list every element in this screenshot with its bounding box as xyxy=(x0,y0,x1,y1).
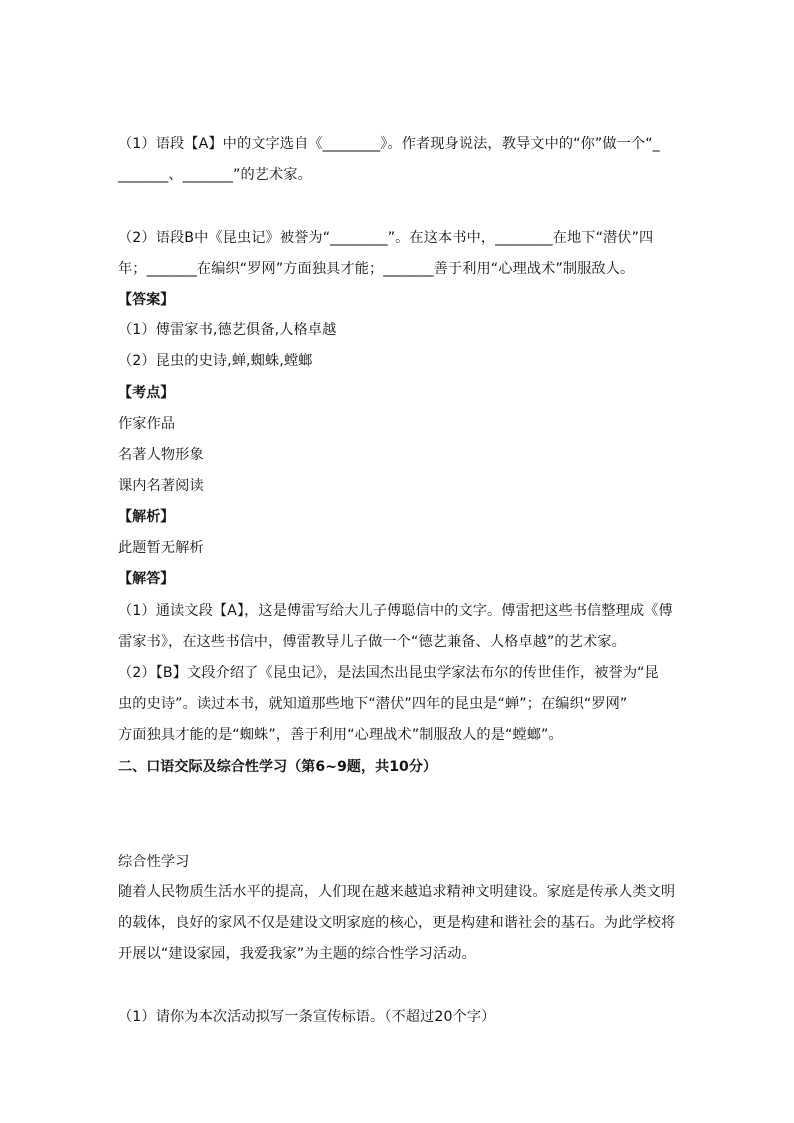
kaodian-item: 作家作品 xyxy=(118,416,176,432)
jiexi-text: 此题暂无解析 xyxy=(118,540,204,556)
zonghe-paragraph-line-3: 开展以“建设家园，我爱我家”为主题的综合性学习活动。 xyxy=(118,946,476,962)
kaodian-heading: 【考点】 xyxy=(118,385,175,401)
answer-heading: 【答案】 xyxy=(118,292,175,308)
zonghe-heading: 综合性学习 xyxy=(118,854,190,870)
question-2-line-2: 年；_______在编织“罗网”方面独具才能；_______善于利用“心理战术”制服敌人。 xyxy=(118,261,635,277)
zonghe-paragraph-line-1: 随着人民物质生活水平的提高，人们现在越来越追求精神文明建设。家庭是传承人类文明 xyxy=(118,884,676,900)
answer-item-2: （2）昆虫的史诗,蝉,蜘蛛,螳螂 xyxy=(118,353,313,369)
question-1-line-1: （1）语段【A】中的文字选自《________》。作者现身说法，教导文中的“你”做一个“_ xyxy=(118,136,660,152)
jieda-2-line-2: 虫的史诗”。读过本书，就知道那些地下“潜伏”四年的昆虫是“蝉”；在编织“罗网” xyxy=(118,696,628,712)
jiexi-heading: 【解析】 xyxy=(118,509,175,525)
question-1-line-2: _______、_______”的艺术家。 xyxy=(118,167,312,183)
jieda-2-line-3: 方面独具才能的是“蜘蛛”，善于利用“心理战术”制服敌人的是“螳螂”。 xyxy=(118,727,563,743)
question-3-line-1: （1）请你为本次活动拟写一条宣传标语。（不超过20个字） xyxy=(118,1009,496,1025)
kaodian-item: 名著人物形象 xyxy=(118,447,204,463)
question-2-line-1: （2）语段B中《昆虫记》被誉为“________”。在这本书中，________在地下“潜伏”四 xyxy=(118,230,654,246)
jieda-1-line-1: （1）通读文段【A】，这是傅雷写给大儿子傅聪信中的文字。傅雷把这些书信整理成《傅 xyxy=(118,603,673,619)
kaodian-item: 课内名著阅读 xyxy=(118,478,204,494)
jieda-2-line-1: （2）【B】文段介绍了《昆虫记》，是法国杰出昆虫学家法布尔的传世佳作，被誉为“昆 xyxy=(118,665,659,681)
jieda-1-line-2: 雷家书》，在这些书信中，傅雷教导儿子做一个“德艺兼备、人格卓越”的艺术家。 xyxy=(118,634,626,650)
jieda-heading: 【解答】 xyxy=(118,571,175,587)
answer-item-1: （1）傅雷家书,德艺俱备,人格卓越 xyxy=(118,322,337,338)
zonghe-paragraph-line-2: 的载体，良好的家风不仅是建设文明家庭的核心，更是构建和谐社会的基石。为此学校将 xyxy=(118,915,676,931)
section-title: 二、口语交际及综合性学习（第6~9题，共10分） xyxy=(118,759,438,775)
